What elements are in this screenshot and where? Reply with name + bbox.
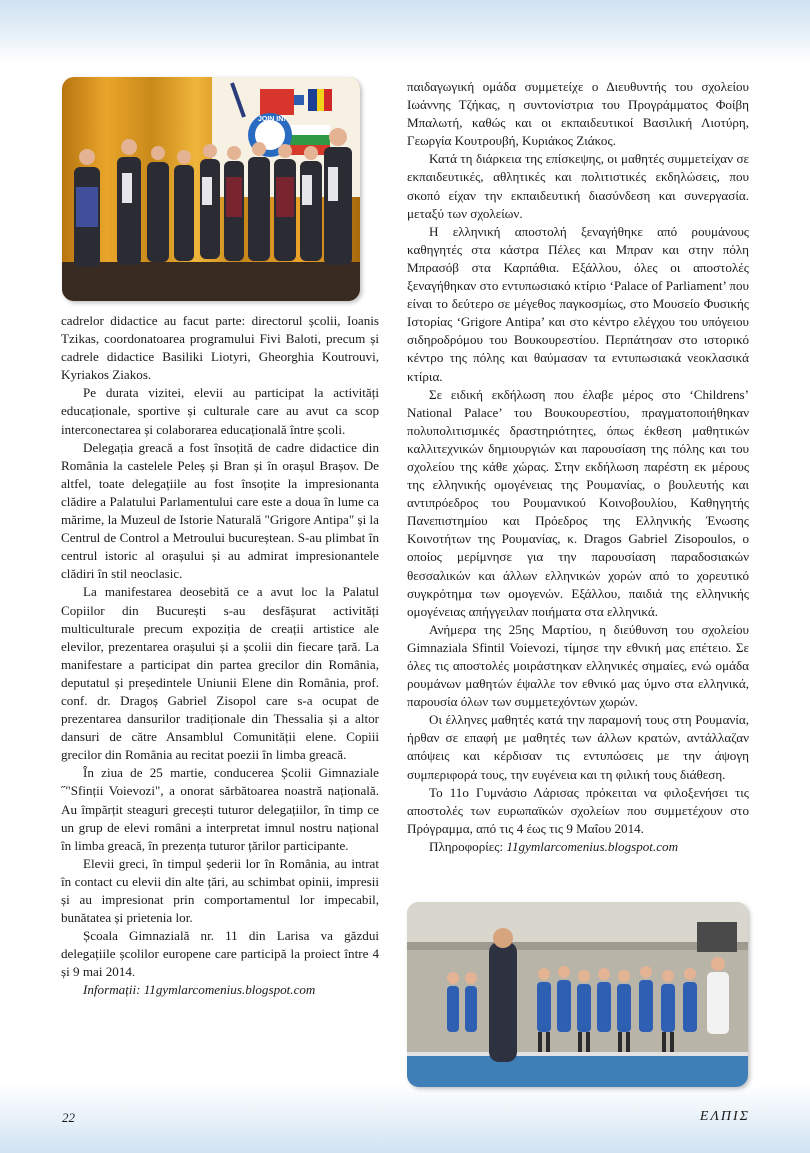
page-number: 22 xyxy=(62,1110,75,1125)
gr-paragraph-6: Οι έλληνες μαθητές κατά την παραμονή τους στη Ρουμανία, ήρθαν σε επαφή με μαθητές των άλλων κρατών, αντάλλαζαν απόψεις και κέρδισαν τις εντυπώσεις με την άψογη συμπεριφορά τους, την ευγένεια και τη φιλική τους διάθεση. xyxy=(407,712,749,782)
gr-info-line xyxy=(407,838,749,856)
greek-article-column xyxy=(407,78,749,856)
group-photo-stage xyxy=(62,77,360,301)
bottom-decorative-band xyxy=(0,1083,810,1153)
ro-info-line: Informații: 11gymlarcomenius.blogspot.com xyxy=(83,982,316,998)
gr-info-label: Πληροφορίες: xyxy=(429,838,507,854)
ro-paragraph-4: La manifestarea deosebită ce a avut loc la Palatul Copiilor din București s-au desfășurat activități multiculturale precum expoziția de creații artistice ale elevilor, prezentarea orașului și a școlii din fiecare țară. La manifestare a participat din partea grecilor din România, deputatul și președintele Uniunii Elene din România, prof. conf. dr. Dragoș Gabriel Zisopol care s-a ocupat de prezentarea dansurilor tradiționale din Thessalia și a altor dansuri de către Ansamblul Comunității elene. Copiii grecilor din România au recitat poezii în limba greacă. xyxy=(61,584,379,763)
gr-paragraph-1: παιδαγωγική ομάδα συμμετείχε ο Διευθυντής του σχολείου Ιωάννης Τζήκας, η συντονίστρια του Προγράμματος Φοίβη Μπαλωτή, καθώς και οι εκπαιδευτικοί Βασιλική Λιοτύρη, Γεωργία Κουτρουβή, Κυριάκος Ζιάκος. xyxy=(407,79,749,149)
ro-paragraph-6: Elevii greci, în timpul șederii lor în România, au intrat în contact cu elevii din alte țări, au schimbat opinii, impresii și au impresionat prin comportamentul lor impecabil, bunătatea și prietenia lor. xyxy=(61,855,379,926)
gr-paragraph-4: Σε ειδική εκδήλωση που έλαβε μέρος στο ‘Childrens’ National Palace’ του Βουκουρεστίου, πραγματοποιήθηκαν πολυπολιτισμικές δραστηριότητες, όπως έκθεση μαθητικών καλλιτεχνικών δημιουργιών και παρουσίαση της πόλης και του σχολείου της κάθε χώρας. Στην εκδήλωση παρέστη εκ μέρους της ελληνικής ομογένειας της Ρουμανίας, ο βουλευτής και αντιπρόεδρος του Ρουμανικού Κοινοβουλίου, Καθηγητής Πανεπιστημίου και Πρόεδρος της Ελληνικής Ένωσης Κοινοτήτων της Ρουμανίας, κ. Dragos Gabriel Zisopoulos, ο οποίος μερίμνησε για την παρουσίαση παραδοσιακών θεσσαλικών και άλλων ελληνικών χορών από το χορευτικό συγκρότημα των ομογενών. Εξάλλου, παιδιά της ελληνικής ομογένειας απήγγειλαν ποιήματα στα ελληνικά. xyxy=(407,386,749,619)
ro-paragraph-1: cadrelor didactice au facut parte: directorul școlii, Ioanis Tzikas, coordonatoarea programului Fivi Baloti, precum și cadrele didactice Basiliki Liotyri, Gheorghia Koutrouvi, Kyriakos Ziakos. xyxy=(61,313,379,383)
romanian-article-column xyxy=(61,312,379,1000)
gr-paragraph-3: Η ελληνική αποστολή ξεναγήθηκε από ρουμάνους καθηγητές στα κάστρα Πέλες και Μπραν και στην πόλη Μπρασόβ στα Καρπάθια. Εξάλλου, όλες οι αποστολές ξεναγήθηκαν στο εντυπωσιακό κτίριο ‘Palace of Parliament’ που είναι το δεύτερο σε μέγεθος παγκοσμίως, στο Μουσείο Φυσικής Ιστορίας ‘Grigore Antipa’ και στο κέντρο ελέγχου του υπόγειου σιδηροδρόμου του Βουκουρεστίου. Περπάτησαν στο ιστορικό κέντρο της πόλης και θαύμασαν τα εντυπωσιακά νεοκλασικά κτίρια. xyxy=(407,223,749,384)
gr-paragraph-7: Το 11ο Γυμνάσιο Λάρισας πρόκειται να φιλοξενήσει τις αποστολές των ευρωπαϊκών σχολείων που συμμετέχουν στο Πρόγραμμα, από τις 4 έως τις 9 Μαΐου 2014. xyxy=(407,784,749,836)
gr-info-url: 11gymlarcomenius.blogspot.com xyxy=(506,838,679,854)
ro-paragraph-3: Delegația greacă a fost însoțită de cadre didactice din România la castelele Peleș și Bran și în orașul Brașov. De altfel, toate delegațiile au fost însoțite la impresionanta clădire a Palatului Parlamentului care este a doua în lume ca mărime, la Muzeul de Istorie Naturală "Grigore Antipa" și la Centrul de Control a Metroului bucureștean. S-au plimbat în centrul istoric al orașului și au admirat impresionantele clădiri în stil neoclasic. xyxy=(61,439,379,582)
gr-paragraph-2: Κατά τη διάρκεια της επίσκεψης, οι μαθητές συμμετείχαν σε εκπαιδευτικές, αθλητικές και πολιτιστικές εκδηλώσεις, που σκοπό είχαν την εκπαιδευτική διασύνδεση και συνεργασία. μεταξύ των σχολείων. xyxy=(407,151,749,221)
gr-paragraph-5: Ανήμερα της 25ης Μαρτίου, η διεύθυνση του σχολείου Gimnaziala Sfintil Voievozi, τίμησε την εθνική μας επέτειο. Σε όλες τις αποστολές μοιράστηκαν ελληνικές σημαίες, ενώ ομάδα ρουμάνων μαθητών έψαλλε τον εθνικό μας ύμνο στα ελληνικά, παρουσία όλων των συμμετεχόντων χωρών. xyxy=(407,621,749,710)
magazine-title: ΕΛΠΙΣ xyxy=(699,1109,750,1124)
join-in-logo-text: JOIN IN! xyxy=(258,116,286,123)
ro-paragraph-5: În ziua de 25 martie, conducerea Școlii Gimnaziale ˝"Sfinții Voievozi", a onorat sărbătoarea noastră națională. Au împărțit steaguri grecești tuturor delegațiilor, în timp ce un grup de elevi români a interpretat imnul nostru național în limba greacă, în prezența tuturor țărilor participante. xyxy=(61,765,379,853)
ro-paragraph-2: Pe durata vizitei, elevii au participat la activități educaționale, sportive și culturale care au avut ca scop interconectarea și colaborarea educațională între școli. xyxy=(61,385,379,437)
children-gym-photo xyxy=(407,902,748,1087)
ro-paragraph-7: Școala Gimnazială nr. 11 din Larisa va găzdui delegațiile școlilor europene care participă la proiect între 4 și 9 mai 2014. xyxy=(61,928,379,980)
top-decorative-band xyxy=(0,0,810,62)
